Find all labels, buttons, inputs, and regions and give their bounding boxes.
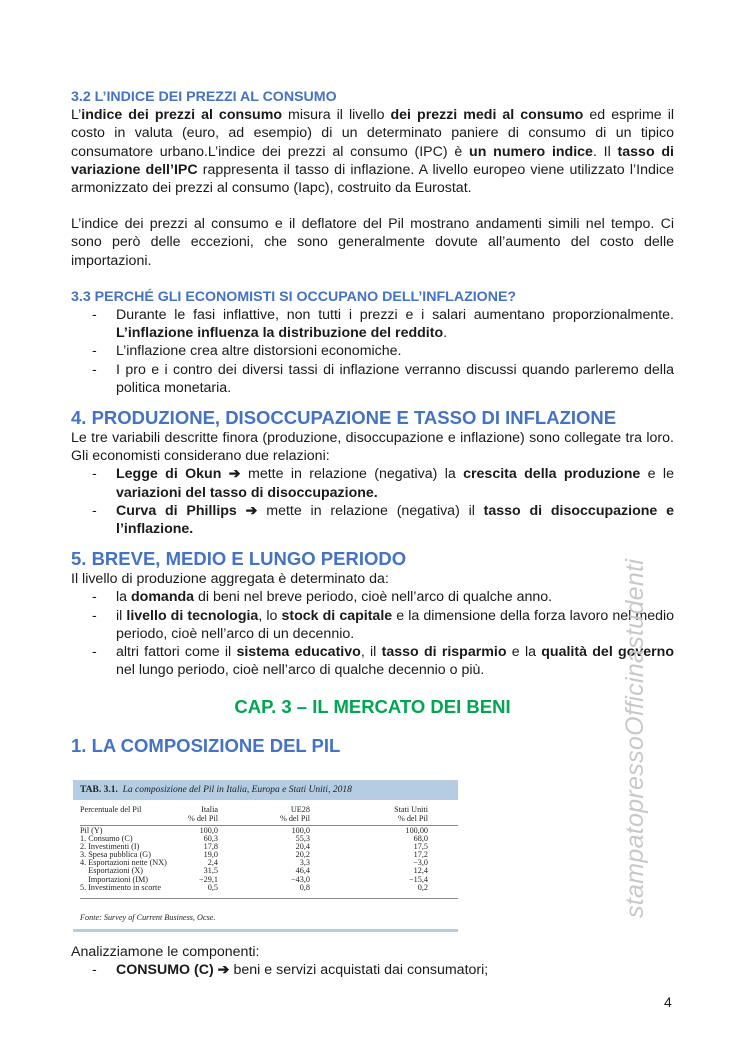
- table-header-col-2: UE28 % del Pil: [279, 805, 310, 823]
- list-item: - la domanda di beni nel breve periodo, cioè nell’arco di qualche anno.: [71, 588, 674, 606]
- list-relazioni: [71, 465, 674, 538]
- table-caption: [73, 780, 458, 800]
- paragraph-produzione: Il livello di produzione aggregata è determinato da:: [71, 571, 389, 588]
- table-cell: Pil (Y): [80, 826, 103, 835]
- list-inflazione: [71, 306, 674, 397]
- table-cell: 46,4: [295, 866, 310, 876]
- table-cell: 100,0: [199, 826, 218, 835]
- paragraph-ipc: L’indice dei prezzi al consumo misura il livello dei prezzi medi al consumo ed esprime il costo in valuta (euro, ad esempio) di un determinato paniere di consumo di un tipico consumatore urbano.L’indice dei prezzi al consumo (IPC) è un numero indice. Il tasso di variazione dell’IPC rappresenta il tasso di inflazione. A livello europeo viene utilizzato l’Indice armonizzato dei prezzi al consumo (Iapc), costruito da Eurostat.: [71, 107, 675, 197]
- table-row: [80, 884, 458, 892]
- table-cell: 2,4: [207, 858, 218, 868]
- table-caption-text: La composizione del Pil in Italia, Europa e Stati Uniti, 2018: [122, 785, 352, 795]
- table-cell: Esportazioni (X): [80, 866, 143, 876]
- section-heading-4: 4. PRODUZIONE, DISOCCUPAZIONE E TASSO DI INFLAZIONE: [71, 407, 617, 429]
- table-rule: [80, 825, 458, 826]
- paragraph-deflatore: L’indice dei prezzi al consumo e il deflatore del Pil mostrano andamenti simili nel tempo. Ci sono però delle eccezioni, che sono generalmente dovute all’aumento del costo delle importazioni.: [71, 216, 674, 269]
- table-cell: −15,4: [409, 874, 428, 884]
- table-header-col-3: Stati Uniti % del Pil: [394, 805, 428, 823]
- paragraph-componenti: Analizziamone le componenti:: [71, 944, 260, 960]
- paragraph-variabili: Le tre variabili descritte finora (produzione, disoccupazione e inflazione) sono collegate tra loro. Gli economisti considerano due relazioni:: [71, 430, 674, 465]
- table-cell: 12,4: [413, 866, 428, 876]
- table-label: TAB. 3.1.: [80, 785, 118, 795]
- table-cell: 100,00: [405, 826, 428, 835]
- table-cell: 55,3: [295, 834, 310, 844]
- table-cell: 2. Investimenti (I): [80, 842, 140, 852]
- list-item: - Legge di Okun ➔ mette in relazione (negativa) la crescita della produzione e le variazioni del tasso di disoccupazione.: [71, 465, 674, 501]
- components-block: [71, 943, 674, 979]
- list-item: - Curva di Phillips ➔ mette in relazione (negativa) il tasso di disoccupazione e l’inflazione.: [71, 502, 674, 538]
- table-cell: 31,5: [203, 866, 218, 876]
- table-cell: Importazioni (IM): [80, 874, 148, 884]
- watermark: stampatopressoOfficinastudenti: [621, 558, 649, 918]
- table-cell: 4. Esportazioni nette (NX): [80, 858, 167, 868]
- table-cell: 0,8: [299, 882, 310, 892]
- table-row: [80, 827, 458, 835]
- table-cell: 20,2: [295, 850, 310, 860]
- list-item: - CONSUMO (C) ➔ beni e servizi acquistati dai consumatori;: [71, 961, 674, 979]
- section-heading-3-2: 3.2 L’INDICE DEI PREZZI AL CONSUMO: [71, 89, 337, 105]
- table-header: [80, 805, 458, 825]
- table-cell: 1. Consumo (C): [80, 834, 133, 844]
- page-content: [71, 88, 674, 757]
- table-cell: 3. Spesa pubblica (G): [80, 850, 151, 860]
- chapter-title: CAP. 3 – IL MERCATO DEI BENI: [234, 696, 511, 718]
- table-bottom-bar: [73, 929, 458, 932]
- table-cell: 20,4: [295, 842, 310, 852]
- list-item: - Durante le fasi inflattive, non tutti i prezzi e i salari aumentano proporzionalmente. L’inflazione influenza la distribuzione del reddito.: [71, 306, 674, 342]
- list-item: - altri fattori come il sistema educativo, il tasso di risparmio e la qualità del governo nel lungo periodo, cioè nell’arco di qualche decennio o più.: [71, 643, 674, 679]
- section-heading-5: 5. BREVE, MEDIO E LUNGO PERIODO: [71, 548, 407, 570]
- table-composizione-pil: [73, 780, 458, 932]
- table-cell: 0,2: [417, 882, 428, 892]
- table-body: [80, 827, 458, 892]
- page-number: 4: [664, 994, 672, 1010]
- list-item: - il livello di tecnologia, lo stock di capitale e la dimensione della forza lavoro nel medio periodo, cioè nell’arco di un decennio.: [71, 607, 674, 643]
- table-source: Fonte: Survey of Current Business, Ocse.: [80, 913, 216, 922]
- table-cell: 3,3: [299, 858, 310, 868]
- table-rule-bottom: [80, 898, 458, 899]
- table-cell: 68,0: [413, 834, 428, 844]
- table-cell: 17,8: [203, 842, 218, 852]
- section-heading-3-3: 3.3 PERCHÉ GLI ECONOMISTI SI OCCUPANO DELL’INFLAZIONE?: [71, 288, 517, 305]
- table-cell: 0,5: [207, 882, 218, 892]
- list-item: - I pro e i contro dei diversi tassi di inflazione verranno discussi quando parleremo della politica monetaria.: [71, 361, 674, 397]
- table-cell: 17,2: [413, 850, 428, 860]
- table-cell: 5. Investimento in scorte: [80, 882, 161, 892]
- table-cell: 17,5: [413, 842, 428, 852]
- table-cell: −3,0: [413, 858, 428, 868]
- table-cell: 60,3: [203, 834, 218, 844]
- table-header-col-1: Italia % del Pil: [187, 805, 218, 823]
- section-heading-1: 1. LA COMPOSIZIONE DEL PIL: [71, 735, 341, 757]
- list-item: - L’inflazione crea altre distorsioni economiche.: [71, 342, 674, 360]
- table-header-col-0: Percentuale del Pil: [80, 805, 142, 814]
- list-componenti: [71, 961, 674, 979]
- table-cell: 19,0: [203, 850, 218, 860]
- list-periodi: [71, 588, 674, 679]
- table-cell: −43,0: [291, 874, 310, 884]
- table-cell: 100,0: [291, 826, 310, 835]
- table-cell: −29,1: [199, 874, 218, 884]
